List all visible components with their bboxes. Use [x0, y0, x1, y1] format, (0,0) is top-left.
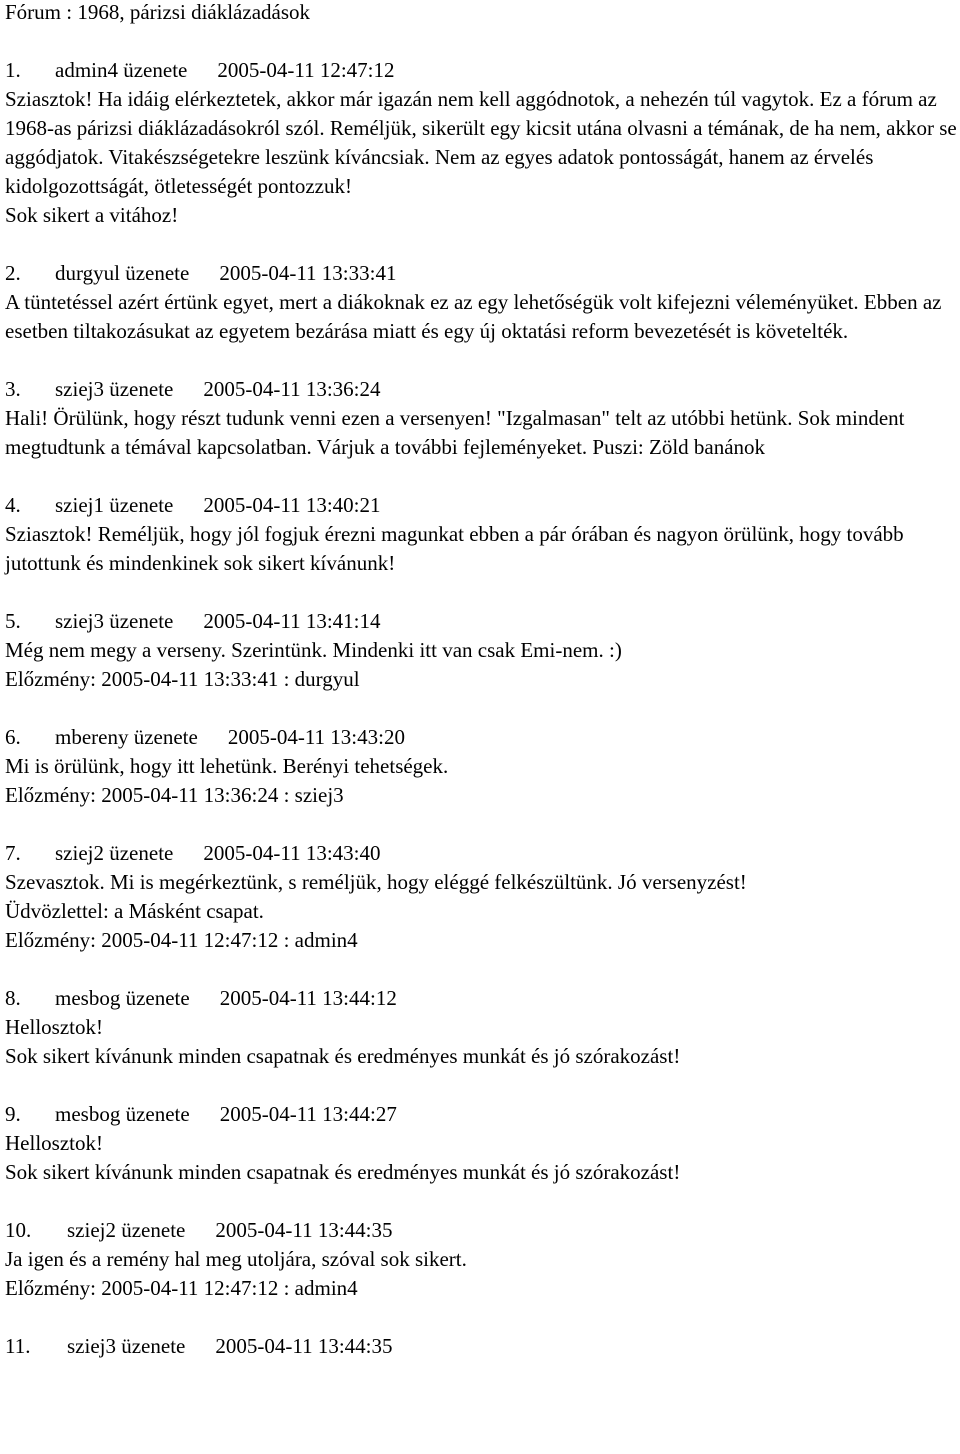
post-number: 6.	[5, 725, 21, 749]
post-header	[5, 839, 957, 868]
post-number: 10.	[5, 1218, 32, 1242]
forum-post	[5, 1216, 957, 1303]
page-title: Fórum : 1968, párizsi diáklázadások	[5, 0, 311, 24]
post-header	[5, 491, 957, 520]
post-body-line: Sok sikert a vitához!	[5, 203, 179, 227]
post-author: durgyul üzenete	[55, 261, 190, 285]
post-date: 2005-04-11 13:36:24	[203, 377, 381, 401]
post-number: 8.	[5, 986, 21, 1010]
post-author: sziej3 üzenete	[55, 377, 174, 401]
forum-post	[5, 491, 957, 578]
post-body-line: Sziasztok! Reméljük, hogy jól fogjuk érezni magunkat ebben a pár órában és nagyon örülünk, hogy tovább jutottunk és mindenkinek sok sikert kívánunk!	[5, 522, 904, 575]
post-date: 2005-04-11 13:43:40	[203, 841, 381, 865]
forum-page	[5, 0, 957, 1361]
post-date: 2005-04-11 13:43:20	[227, 725, 405, 749]
post-date: 2005-04-11 13:44:27	[219, 1102, 397, 1126]
post-number: 5.	[5, 609, 21, 633]
post-body-line: Hellosztok!	[5, 1015, 103, 1039]
post-number: 2.	[5, 261, 21, 285]
post-body-line: Előzmény: 2005-04-11 12:47:12 : admin4	[5, 1276, 358, 1300]
post-author: mbereny üzenete	[55, 725, 198, 749]
post-header	[5, 56, 957, 85]
post-body-line: Előzmény: 2005-04-11 13:33:41 : durgyul	[5, 667, 360, 691]
post-author: admin4 üzenete	[55, 58, 188, 82]
post-header	[5, 723, 957, 752]
post-body-line: Még nem megy a verseny. Szerintünk. Mindenki itt van csak Emi-nem. :)	[5, 638, 622, 662]
post-header	[5, 984, 957, 1013]
post-body-line: Mi is örülünk, hogy itt lehetünk. Berényi tehetségek.	[5, 754, 449, 778]
post-body-line: Sziasztok! Ha idáig elérkeztetek, akkor már igazán nem kell aggódnotok, a nehezén túl vagytok. Ez a fórum az 1968-as párizsi diáklázadásokról szól. Reméljük, sikerült egy kicsit utána olvasni a témának, de ha nem, akkor se aggódjatok. Vitakészségetekre leszünk kíváncsiak. Nem az egyes adatok pontosságát, hanem az érvelés kidolgozottságát, ötletességét pontozzuk!	[5, 87, 957, 198]
forum-post	[5, 1100, 957, 1187]
post-date: 2005-04-11 12:47:12	[217, 58, 395, 82]
forum-post	[5, 839, 957, 955]
post-date: 2005-04-11 13:33:41	[219, 261, 397, 285]
post-date: 2005-04-11 13:44:35	[215, 1334, 393, 1358]
forum-post	[5, 56, 957, 230]
post-header	[5, 259, 957, 288]
post-header	[5, 1332, 957, 1361]
post-list	[5, 56, 957, 1361]
post-number: 9.	[5, 1102, 21, 1126]
post-body-line: A tüntetéssel azért értünk egyet, mert a diákoknak ez az egy lehetőségük volt kifejezni véleményüket. Ebben az esetben tiltakozásukat az egyetem bezárása miatt és egy új oktatási reform bevezetését is követelték.	[5, 290, 942, 343]
post-author: sziej2 üzenete	[55, 841, 174, 865]
post-date: 2005-04-11 13:44:35	[215, 1218, 393, 1242]
post-body-line: Előzmény: 2005-04-11 12:47:12 : admin4	[5, 928, 358, 952]
post-body-line: Sok sikert kívánunk minden csapatnak és eredményes munkát és jó szórakozást!	[5, 1044, 681, 1068]
forum-post	[5, 1332, 957, 1361]
post-date: 2005-04-11 13:40:21	[203, 493, 381, 517]
post-number: 3.	[5, 377, 21, 401]
post-body-line: Üdvözlettel: a Másként csapat.	[5, 899, 264, 923]
post-date: 2005-04-11 13:41:14	[203, 609, 381, 633]
post-body-line: Előzmény: 2005-04-11 13:36:24 : sziej3	[5, 783, 344, 807]
post-date: 2005-04-11 13:44:12	[219, 986, 397, 1010]
post-body-line: Ja igen és a remény hal meg utoljára, szóval sok sikert.	[5, 1247, 467, 1271]
post-number: 1.	[5, 58, 21, 82]
forum-post	[5, 259, 957, 346]
post-body-line: Szevasztok. Mi is megérkeztünk, s reméljük, hogy eléggé felkészültünk. Jó versenyzést!	[5, 870, 747, 894]
post-number: 11.	[5, 1334, 31, 1358]
post-body-line: Hali! Örülünk, hogy részt tudunk venni ezen a versenyen! "Izgalmasan" telt az utóbbi hetünk. Sok mindent megtudtunk a témával kapcsolatban. Várjuk a további fejleményeket. Puszi: Zöld banánok	[5, 406, 905, 459]
post-author: sziej1 üzenete	[55, 493, 174, 517]
post-author: sziej3 üzenete	[67, 1334, 186, 1358]
post-header	[5, 1216, 957, 1245]
post-header	[5, 607, 957, 636]
post-author: mesbog üzenete	[55, 1102, 190, 1126]
post-number: 4.	[5, 493, 21, 517]
forum-post	[5, 375, 957, 462]
forum-post	[5, 984, 957, 1071]
post-header	[5, 1100, 957, 1129]
post-header	[5, 375, 957, 404]
post-author: sziej3 üzenete	[55, 609, 174, 633]
post-author: sziej2 üzenete	[67, 1218, 186, 1242]
post-body-line: Sok sikert kívánunk minden csapatnak és eredményes munkát és jó szórakozást!	[5, 1160, 681, 1184]
post-number: 7.	[5, 841, 21, 865]
post-body-line: Hellosztok!	[5, 1131, 103, 1155]
post-author: mesbog üzenete	[55, 986, 190, 1010]
forum-post	[5, 723, 957, 810]
forum-post	[5, 607, 957, 694]
